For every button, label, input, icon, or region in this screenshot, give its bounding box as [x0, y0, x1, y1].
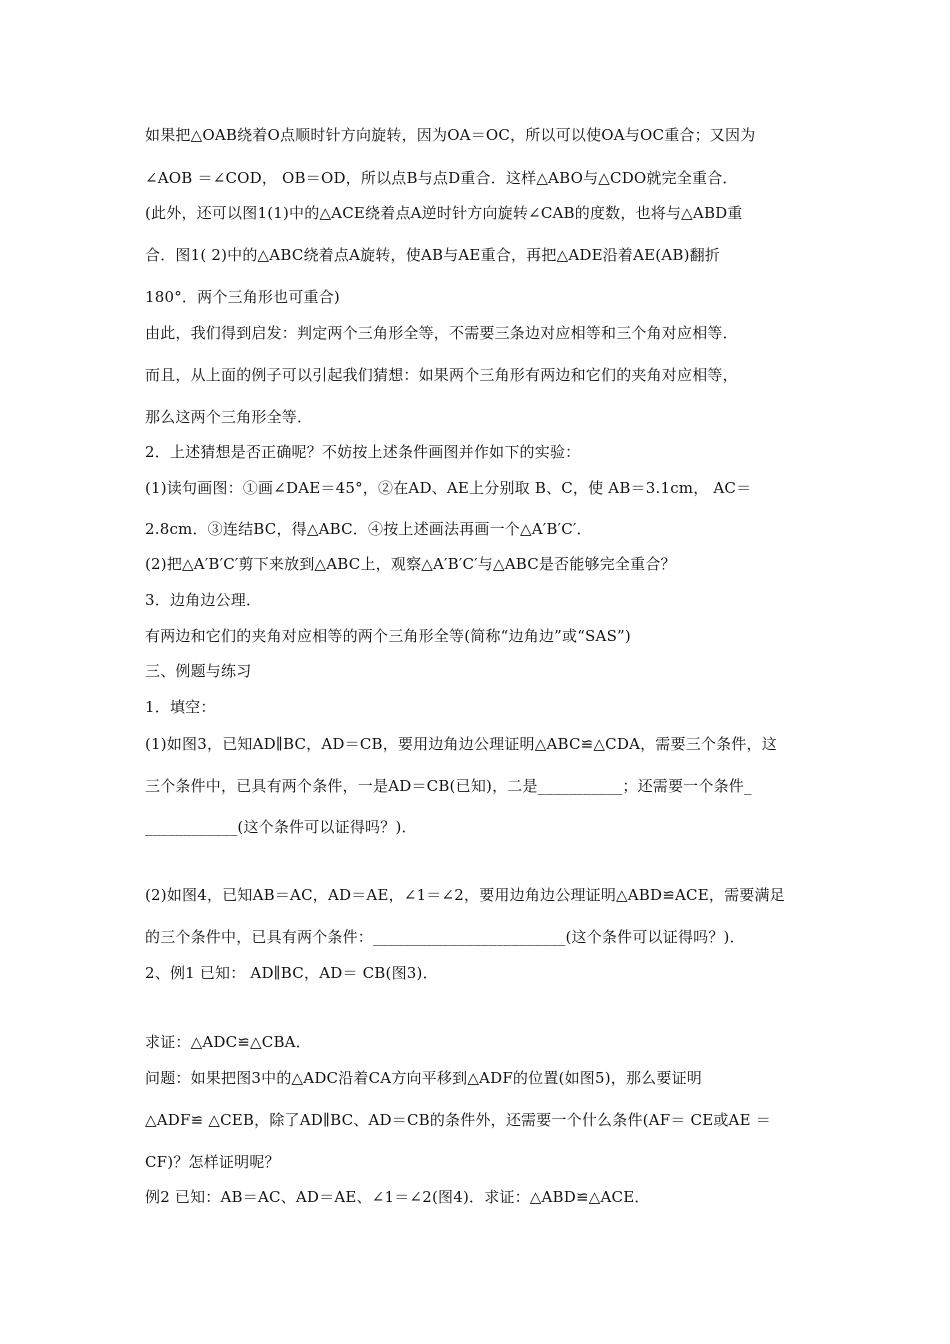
paragraph-line: ∠AOB ＝∠COD， OB＝OD，所以点B与点D重合．这样△ABO与△CDO就完全重合． — [145, 169, 738, 187]
paragraph-line: △ADF≌ △CEB，除了AD∥BC、AD＝CB的条件外，还需要一个什么条件(AF＝ CE或AE ＝ — [145, 1111, 771, 1129]
paragraph-line: (2)如图4，已知AB＝AC，AD＝AE，∠1＝∠2，要用边角边公理证明△ABD≌ACE，需要满足 — [145, 886, 785, 904]
paragraph-line: 那么这两个三角形全等． — [145, 408, 313, 426]
paragraph-line: (1)如图3，已知AD∥BC，AD＝CB，要用边角边公理证明△ABC≌△CDA，需要三个条件，这 — [145, 735, 777, 753]
paragraph-line: ____________(这个条件可以证得吗？)． — [145, 818, 417, 836]
paragraph-line: 由此，我们得到启发：判定两个三角形全等，不需要三条边对应相等和三个角对应相等． — [145, 324, 738, 342]
paragraph-line: 而且，从上面的例子可以引起我们猜想：如果两个三角形有两边和它们的夹角对应相等， — [145, 366, 738, 384]
paragraph-line: 3．边角边公理． — [145, 591, 262, 609]
paragraph-line: 180°．两个三角形也可重合) — [145, 288, 340, 306]
paragraph-line: 有两边和它们的夹角对应相等的两个三角形全等(简称“边角边”或“SAS”) — [145, 627, 631, 645]
paragraph-line: 问题：如果把图3中的△ADC沿着CA方向平移到△ADF的位置(如图5)，那么要证明 — [145, 1069, 702, 1087]
paragraph-line: (2)把△A′B′C′剪下来放到△ABC上，观察△A′B′C′与△ABC是否能够完全重合？ — [145, 555, 676, 573]
paragraph-line: 2、例1 已知： AD∥BC，AD＝ CB(图3)． — [145, 964, 438, 982]
paragraph-line: 如果把△OAB绕着O点顺时针方向旋转，因为OA＝OC，所以可以使OA与OC重合；又因为 — [145, 126, 756, 144]
paragraph-line: 的三个条件中，已具有两个条件：_________________________(这个条件可以证得吗？)． — [145, 928, 745, 946]
paragraph-line: 求证：△ADC≌△CBA． — [145, 1033, 311, 1051]
paragraph-line: 三个条件中，已具有两个条件，一是AD＝CB(已知)，二是___________；还需要一个条件_ — [145, 777, 752, 795]
paragraph-line: CF)？怎样证明呢？ — [145, 1153, 280, 1171]
paragraph-line: 1．填空： — [145, 698, 216, 716]
paragraph-line: (1)读句画图：①画∠DAE＝45°，②在AD、AE上分别取 B、C，使 AB＝3.1cm， AC＝ — [145, 479, 752, 497]
section-heading: 三、例题与练习 — [145, 662, 252, 680]
paragraph-line: 2.8cm．③连结BC，得△ABC．④按上述画法再画一个△A′B′C′． — [145, 520, 592, 538]
paragraph-line: 合．图1( 2)中的△ABC绕着点A旋转，使AB与AE重合，再把△ADE沿着AE(AB)翻折 — [145, 246, 721, 264]
paragraph-line: 例2 已知：AB＝AC、AD＝AE、∠1＝∠2(图4)．求证：△ABD≌△ACE． — [145, 1188, 650, 1206]
paragraph-line: (此外，还可以图1(1)中的△ACE绕着点A逆时针方向旋转∠CAB的度数，也将与△ABD重 — [145, 204, 743, 222]
paragraph-line: 2．上述猜想是否正确呢？不妨按上述条件画图并作如下的实验： — [145, 443, 581, 461]
